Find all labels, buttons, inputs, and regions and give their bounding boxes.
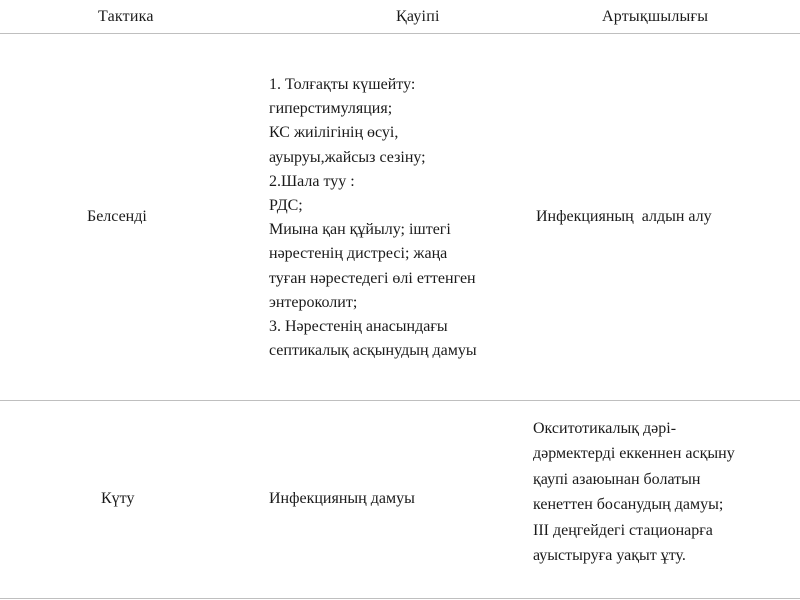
risk-line: 2.Шала туу :	[269, 172, 355, 190]
risk-line: Миына қан құйылу; іштегі	[269, 221, 451, 239]
row-tactic-label: Күту	[101, 490, 135, 507]
table-row-wait	[0, 402, 800, 599]
row-tactic-label: Белсенді	[87, 208, 147, 225]
table-row-active	[0, 34, 800, 401]
advantage-line: ауыстыруға уақыт ұту.	[533, 547, 686, 565]
table-header-row	[0, 0, 800, 34]
advantage-line: кенеттен босанудың дамуы;	[533, 496, 724, 514]
risk-line: РДС;	[269, 197, 303, 215]
risk-line: септикалық асқынудың дамуы	[269, 342, 477, 360]
advantage-line: дәрмектерді еккеннен асқыну	[533, 445, 735, 463]
risk-line: туған нәрестедегі өлі еттенген	[269, 269, 476, 287]
advantage-line: қаупі азаюынан болатын	[533, 470, 701, 488]
header-advantage: Артықшылығы	[602, 8, 709, 25]
header-tactic: Тактика	[98, 8, 154, 25]
risk-line: КС жиілігінің өсуі,	[269, 124, 399, 142]
risk-line: энтероколит;	[269, 293, 358, 311]
risk-line: 1. Толғақты күшейту:	[269, 76, 416, 93]
header-risk: Қауіпі	[396, 8, 440, 25]
risk-line: 3. Нәрестенің анасындағы	[269, 318, 448, 336]
row-advantage-list	[533, 416, 795, 568]
row-risk-list	[269, 73, 537, 363]
risk-line: гиперстимуляция;	[269, 100, 393, 118]
advantage-line: Окситотикалық дәрі-	[533, 420, 677, 437]
advantage-line: ІІІ деңгейдегі стационарға	[533, 521, 713, 539]
row-risk: Инфекцияның дамуы	[269, 490, 415, 507]
risk-line: ауыруы,жайсыз сезіну;	[269, 148, 426, 166]
risk-line: нәрестенің дистресі; жаңа	[269, 245, 448, 263]
row-advantage: Инфекцияның алдын алу	[536, 208, 712, 225]
